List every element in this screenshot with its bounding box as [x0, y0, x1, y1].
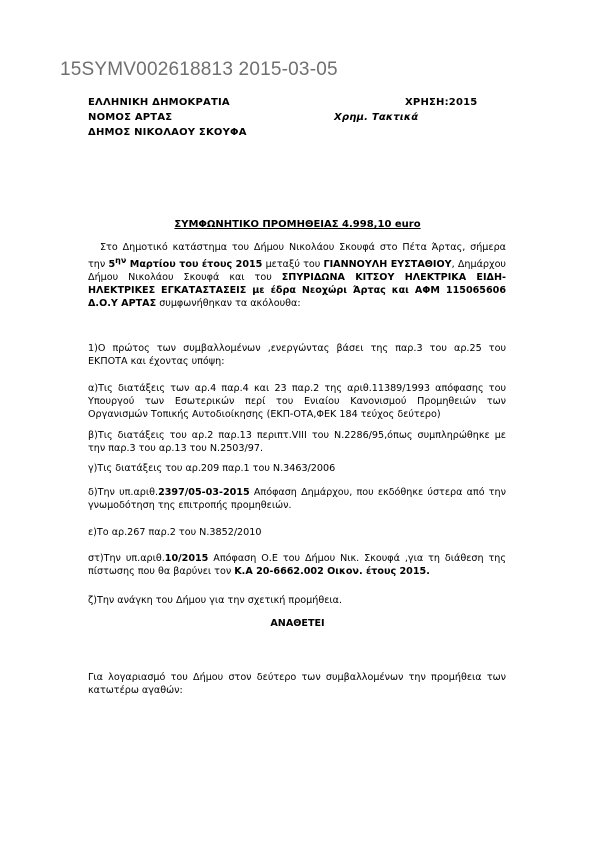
header-budget-type: Χρηµ. Τακτικά	[334, 112, 419, 123]
intro-text-1: Στο Δηµοτικό κατάστηµα του Δήµου Νικολάου Σκουφά στο Πέτα Άρτας, σήµερα την	[88, 242, 506, 271]
header-municipality: ΔΗΜΟΣ ΝΙΚΟΛΑΟΥ ΣΚΟΥΦΑ	[88, 127, 247, 138]
intro-text-3: , Δηµάρχου Δήµου Νικολάου Σκουφά και του	[88, 259, 506, 284]
clause-st	[88, 552, 506, 578]
clause-st-decision-number: 10/2015	[164, 553, 209, 564]
clause-a: α)Τις διατάξεις των αρ.4 παρ.4 και 23 παρ.2 της αριθ.11389/1993 απόφασης του Υπουργού των Εσωτερικών περί του Ενιαίου Κανονισµού Προµηθειών των Οργανισµών Τοπικής Αυτοδιοίκησης (ΕΚΠ-ΟΤΑ,ΦΕΚ 184 τεύχος δεύτερο)	[88, 383, 506, 420]
assigns-heading: ΑΝΑΘΕΤΕΙ	[270, 618, 325, 629]
mayor-name: ΓΙΑΝΝΟΥΛΗ ΕΥΣΤΑΘΙΟΥ	[323, 259, 452, 271]
contract-date-rest: Μαρτίου του έτους 2015	[126, 259, 263, 271]
contract-date	[108, 256, 263, 271]
intro-text-4: συµφωνήθηκαν τα ακόλουθα:	[156, 298, 301, 310]
clause-d-decision-number: 2397/05-03-2015	[158, 487, 250, 498]
header-country: ΕΛΛΗΝΙΚΗ ΔΗΜΟΚΡΑΤΙΑ	[88, 97, 230, 108]
document-title-text: ΣΥΜΦΩΝΗΤΙΚΟ ΠΡΟΜΗΘΕΙΑΣ 4.998,10 euro	[174, 219, 421, 230]
clause-z: ζ)Την ανάγκη του Δήµου για την σχετική προµήθεια.	[88, 595, 343, 606]
intro-paragraph	[88, 241, 506, 310]
clause-st-budget-code: Κ.Α 20-6662.002 Οικον. έτους 2015.	[234, 566, 430, 577]
contract-day-suffix: ην	[115, 256, 127, 265]
clause-e: ε)Το αρ.267 παρ.2 του Ν.3852/2010	[88, 527, 262, 538]
contract-day: 5	[108, 259, 116, 271]
supplier-details: ΣΠΥΡΙΔΩΝΑ ΚΙΤΣΟΥ ΗΛΕΚΤΡΙΚΑ ΕΙΔΗ-ΗΛΕΚΤΡΙΚΕΣ ΕΓΚΑΤΑΣΤΑΣΕΙΣ µε έδρα Νεοχώρι Άρτας και ΑΦΜ 115065606 Δ.Ο.Υ ΑΡΤΑΣ	[88, 272, 506, 310]
clause-1: 1)Ο πρώτος των συµβαλλοµένων ,ενεργώντας βάσει της παρ.3 του αρ.25 του ΕΚΠΟΤΑ και έχοντας υπόψη:	[88, 343, 506, 367]
clause-d-text: Απόφαση Δηµάρχου, που εκδόθηκε ύστερα από την γνωµοδότηση της επιτροπής προµηθειών.	[88, 487, 506, 511]
intro-text-2: µεταξύ του	[262, 259, 324, 271]
header-prefecture: ΝΟΜΟΣ ΑΡΤΑΣ	[88, 112, 173, 123]
clause-d-prefix: δ)Την υπ.αριθ.	[88, 487, 159, 498]
clause-b: β)Τις διατάξεις του αρ.2 παρ.13 περιπτ.VIII του Ν.2286/95,όπως συµπληρώθηκε µε την παρ.3 του αρ.13 του Ν.2503/97.	[88, 430, 506, 454]
header-fiscal-year: ΧΡΗΣΗ:2015	[405, 97, 478, 108]
clause-d	[88, 486, 506, 512]
clause-c: γ)Τις διατάξεις του αρ.209 παρ.1 του Ν.3463/2006	[88, 463, 336, 474]
clause-st-prefix: στ)Την υπ.αριθ.	[88, 553, 165, 564]
document-id-watermark: 15SYMV002618813 2015-03-05	[60, 59, 338, 80]
clause-st-text: Απόφαση Ο.Ε του Δήµου Νικ. Σκουφά ,για τη διάθεση της πίστωσης που θα βαρύνει τον	[88, 553, 506, 577]
closing-paragraph: Για λογαριασµό του Δήµου στον δεύτερο των συµβαλλοµένων την προµήθεια των κατωτέρω αγαθών:	[88, 672, 506, 696]
document-title	[0, 219, 595, 230]
